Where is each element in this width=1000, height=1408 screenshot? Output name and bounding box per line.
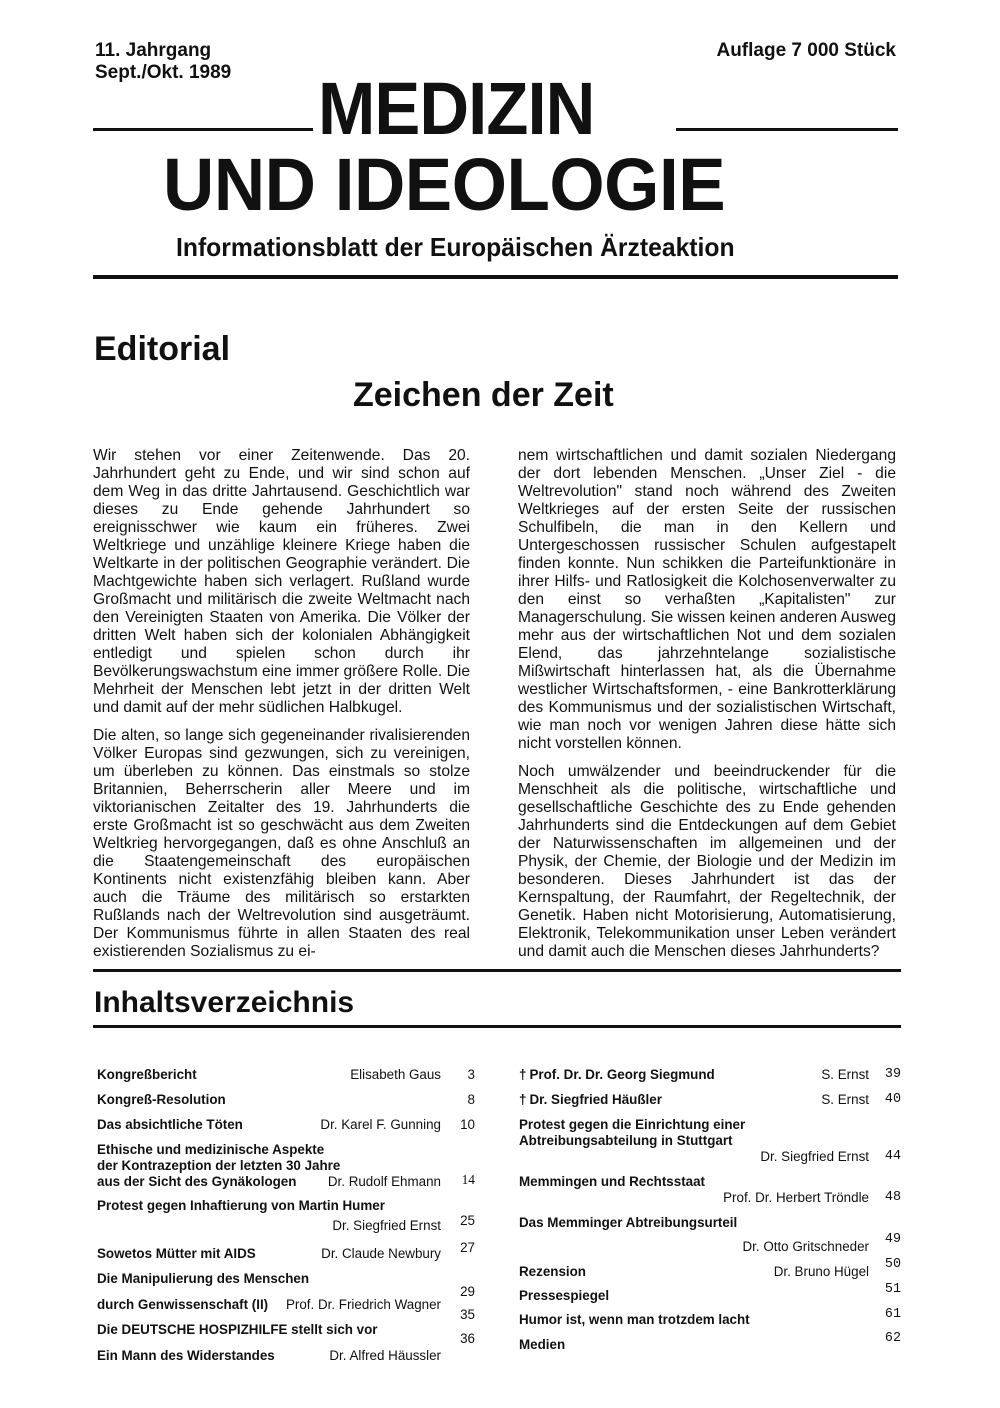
article-paragraph: nem wirtschaftlichen und damit sozialen Niedergang der dort lebenden Menschen. „Unser Ziel - die Weltrevolution" stand noch während des Zweiten Weltkrieges auf der ersten Seite der russischen Schulfibeln, die man in den Kellern und Untergeschossen russischer Schulen aufgestapelt finden konnte. Nun schikken die Parteifunktionäre in ihrer Hilfs- und Ratlosigkeit die Kolchosenverwalter zu den einst so verhaßten „Kapitalisten" zur Managerschulung. Sie wissen keinen anderen Ausweg mehr aus der wirtschaftlichen Not und dem sozialen Elend, das jahrzehntelange sozialistische Mißwirtschaft hinterlassen hat, als die Übernahme westlicher Wirtschaftsformen, - eine Bankrotterklärung des Kommunismus und der sozialistischen Wirtschaft, wie man noch vor wenigen Jahren diese hätte sich nicht vorstellen können. <box>518 447 896 752</box>
article-paragraph: Noch umwälzender und beeindruckender für die Menschheit als die politische, wirtschaftliche und gesellschaftliche Geschichte des zu Ende gehenden Jahrhunderts sind die Entdeckungen auf dem Gebiet der Naturwissenschaften im allgemeinen und der Physik, der Chemie, der Biologie und der Medizin im besonderen. Dieses Jahrhundert ist das der Kernspaltung, der Raumfahrt, der Regeltechnik, der Genetik. Haben nicht Motorisierung, Automatisierung, Elektronik, Telekommunikation unser Leben verändert und damit auch die Menschen dieses Jahrhunderts? <box>518 763 896 960</box>
toc-entry-page: 48 <box>884 1190 901 1205</box>
article-paragraph: Wir stehen vor einer Zeitenwende. Das 20. Jahrhundert geht zu Ende, und wir sind schon auf dem Weg in das dritte Jahrtausend. Geschichtlich war dieses zu Ende gehende Jahrhundert so ereignisschwer wie kaum ein früheres. Zwei Weltkriege und unzählige kleinere Kriege haben die Weltkarte in der politischen Geographie verändert. Die Machtgewichte haben sich verlagert. Rußland wurde Großmacht und militärisch die zweite Weltmacht nach den Vereinigten Staaten von Amerika. Die Völker der dritten Welt haben sich der kolonialen Abhängigkeit entledigt und spielen schon durch ihr Bevölkerungswachstum eine immer größere Rolle. Die Mehrheit der Menschen lebt jetzt in der dritten Welt und damit auf der mehr südlichen Halbkugel. <box>93 447 470 716</box>
toc-entry-title-line: durch Genwissenschaft (II) <box>97 1297 269 1312</box>
issue-volume: 11. Jahrgang <box>95 40 212 61</box>
toc-divider-bottom <box>93 1025 901 1028</box>
toc-entry-title: Pressespiegel <box>519 1288 610 1303</box>
toc-entry-title-line: Protest gegen die Einrichtung einer <box>519 1117 746 1132</box>
toc-entry-page: 61 <box>884 1307 901 1322</box>
article-title: Zeichen der Zeit <box>353 376 614 414</box>
toc-entry[interactable] <box>97 1198 477 1234</box>
issue-date: Sept./Okt. 1989 <box>95 62 232 83</box>
toc-entry-author: Dr. Claude Newbury <box>321 1246 441 1261</box>
toc-entry-title-line: aus der Sicht des Gynäkologen <box>97 1174 297 1189</box>
toc-entry-title: Prof. Dr. Dr. Georg Siegmund <box>529 1067 715 1082</box>
toc-entry-author: Prof. Dr. Herbert Tröndle <box>723 1190 869 1205</box>
toc-entry[interactable] <box>519 1215 901 1254</box>
masthead-subtitle: Informationsblatt der Europäischen Ärzteaktion <box>176 232 735 262</box>
section-label: Editorial <box>94 330 231 368</box>
toc-entry-page: 25 <box>460 1213 475 1228</box>
toc-entry-title: Ein Mann des Widerstandes <box>97 1348 275 1363</box>
toc-entry-author: Elisabeth Gaus <box>350 1067 441 1082</box>
toc-entry-page: 35 <box>460 1307 475 1322</box>
toc-entry-title: Sowetos Mütter mit AIDS <box>97 1246 256 1261</box>
toc-entry-page: 10 <box>460 1117 475 1132</box>
masthead-rule-left <box>93 128 313 131</box>
toc-entry-title: Medien <box>519 1337 566 1352</box>
dagger-icon: † <box>519 1092 527 1107</box>
toc-entry-title: Die DEUTSCHE HOSPIZHILFE stellt sich vor <box>97 1322 378 1337</box>
toc-entry-author: S. Ernst <box>821 1092 869 1107</box>
toc-entry-author: Dr. Siegfried Ernst <box>332 1218 441 1233</box>
toc-entry-author: Dr. Otto Gritschneder <box>742 1239 869 1254</box>
toc-entry-page: 29 <box>460 1284 475 1299</box>
toc-entry-page: 27 <box>460 1240 475 1255</box>
toc-entry-page: 44 <box>884 1149 901 1164</box>
toc-entry[interactable] <box>519 1117 901 1165</box>
toc-entry-title-line: Die Manipulierung des Menschen <box>97 1271 310 1286</box>
toc-entry-title: Dr. Siegfried Häußler <box>529 1092 662 1107</box>
masthead-title-line1: MEDIZIN <box>318 67 595 150</box>
toc-entry-author: Dr. Rudolf Ehmann <box>327 1174 441 1189</box>
toc-entry-title: Das absichtliche Töten <box>97 1117 243 1132</box>
toc-entry-author: S. Ernst <box>821 1067 869 1082</box>
article-column-right <box>518 447 896 971</box>
toc-divider-top <box>93 969 901 972</box>
toc-entry-page: 62 <box>884 1331 901 1346</box>
dagger-icon: † <box>519 1067 527 1082</box>
toc-entry-title: Humor ist, wenn man trotzdem lacht <box>519 1312 750 1327</box>
toc-entry-page: 36 <box>460 1331 475 1346</box>
toc-entry-author: Prof. Dr. Friedrich Wagner <box>285 1297 441 1312</box>
toc-entry-page: 51 <box>884 1282 901 1297</box>
toc-entry-title: Rezension <box>519 1264 586 1279</box>
article-paragraph: Die alten, so lange sich gegeneinander rivalisierenden Völker Europas sind gezwungen, sich zu vereinigen, um überleben zu können. Das einstmals so stolze Britannien, Beherrscherin aller Meere und im viktorianischen Zeitalter des 19. Jahrhunderts die erste Großmacht ist so geschwächt aus dem Zweiten Weltkrieg hervorgegangen, daß es ohne Anschluß an die Staatengemeinschaft des europäischen Kontinents nicht existenzfähig bleiben kann. Aber auch die Träume des militärisch so erstarkten Rußlands nach der Weltrevolution sind ausgeträumt. Der Kommunismus führte in allen Staaten des real existierenden Sozialismus zu ei- <box>93 727 470 960</box>
masthead-divider <box>93 275 898 279</box>
toc-entry-author: Dr. Bruno Hügel <box>773 1264 869 1279</box>
print-run: Auflage 7 000 Stück <box>716 40 896 61</box>
toc-entry-page: 14 <box>461 1172 475 1187</box>
toc-entry-title: Memmingen und Rechtsstaat <box>519 1174 706 1189</box>
masthead-title-line2: UND IDEOLOGIE <box>163 143 726 226</box>
toc-entry-page: 50 <box>884 1257 901 1272</box>
toc-entry-author: Dr. Alfred Häussler <box>329 1348 441 1363</box>
toc-entry-title: Protest gegen Inhaftierung von Martin Humer <box>97 1198 385 1213</box>
toc-entry-title-line: Ethische und medizinische Aspekte <box>97 1142 325 1157</box>
toc-entry-page: 39 <box>884 1067 901 1082</box>
toc-entry[interactable] <box>97 1142 477 1190</box>
article-column-left <box>93 447 470 971</box>
toc-entry-page: 49 <box>884 1232 901 1247</box>
toc-entry-title-line: der Kontrazeption der letzten 30 Jahre <box>97 1158 341 1173</box>
toc-entry[interactable] <box>97 1271 477 1315</box>
toc-entry-title: Das Memminger Abtreibungsurteil <box>519 1215 738 1230</box>
toc-entry-page: 3 <box>467 1067 475 1082</box>
toc-entry-author: Dr. Karel F. Gunning <box>320 1117 441 1132</box>
masthead-rule-right <box>676 128 898 131</box>
toc-entry-page: 40 <box>884 1092 901 1107</box>
toc-heading: Inhaltsverzeichnis <box>94 986 355 1019</box>
toc-entry-title: Kongreß-Resolution <box>97 1092 226 1107</box>
toc-entry-page: 8 <box>467 1092 475 1107</box>
toc-entry-author: Dr. Siegfried Ernst <box>760 1149 869 1164</box>
toc-entry-title: Kongreßbericht <box>97 1067 197 1082</box>
toc-entry-title-line: Abtreibungsabteilung in Stuttgart <box>519 1133 733 1148</box>
toc-entry[interactable] <box>519 1174 901 1210</box>
